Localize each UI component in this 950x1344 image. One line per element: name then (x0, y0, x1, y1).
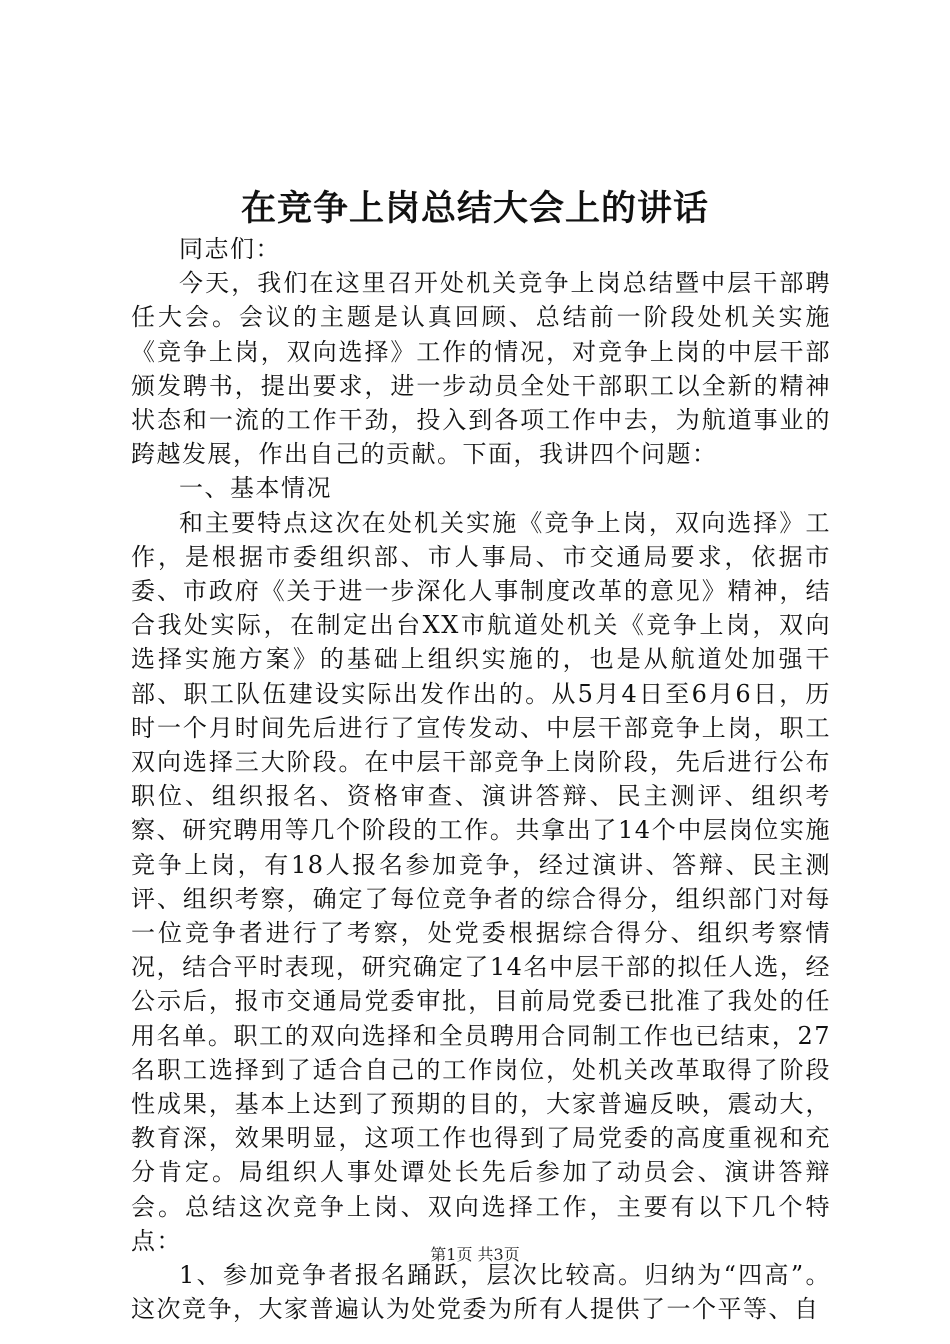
body-paragraph: 1、参加竞争者报名踊跃，层次比较高。归纳为“四高”。这次竞争，大家普遍认为处党委为所有人提供了一个平等、自 (131, 1261, 831, 1324)
page-number-footer: 第1页 共3页 (430, 1245, 520, 1264)
section-heading: 一、基本情况 (179, 474, 332, 503)
document-body (131, 232, 831, 1327)
body-paragraph: 和主要特点这次在处机关实施《竞争上岗，双向选择》工作，是根据市委组织部、市人事局、市交通局要求，依据市委、市政府《关于进一步深化人事制度改革的意见》精神，结合我处实际，在制定出台XX市航道处机关《竞争上岗，双向选择实施方案》的基础上组织实施的，也是从航道处加强干部、职工队伍建设实际出发作出的。从5月4日至6月6日，历时一个月时间先后进行了宣传发动、中层干部竞争上岗，职工双向选择三大阶段。在中层干部竞争上岗阶段，先后进行公布职位、组织报名、资格审查、演讲答辩、民主测评、组织考察、研究聘用等几个阶段的工作。共拿出了14个中层岗位实施竞争上岗，有18人报名参加竞争，经过演讲、答辩、民主测评、组织考察，确定了每位竞争者的综合得分，组织部门对每一位竞争者进行了考察，处党委根据综合得分、组织考察情况，结合平时表现，研究确定了14名中层干部的拟任人选，经公示后，报市交通局党委审批，目前局党委已批准了我处的任用名单。职工的双向选择和全员聘用合同制工作也已结束，27名职工选择到了适合自己的工作岗位，处机关改革取得了阶段性成果，基本上达到了预期的目的，大家普遍反映，震动大，教育深，效果明显，这项工作也得到了局党委的高度重视和充分肯定。局组织人事处谭处长先后参加了动员会、演讲答辩会。总结这次竞争上岗、双向选择工作，主要有以下几个特点： (131, 508, 831, 1255)
document-title: 在竞争上岗总结大会上的讲话 (240, 188, 709, 229)
salutation-paragraph: 同志们： (179, 235, 281, 263)
intro-paragraph: 今天，我们在这里召开处机关竞争上岗总结暨中层干部聘任大会。会议的主题是认真回顾、总结前一阶段处机关实施《竞争上岗，双向选择》工作的情况，对竞争上岗的中层干部颁发聘书，提出要求，进一步动员全处干部职工以全新的精神状态和一流的工作干劲，投入到各项工作中去，为航道事业的跨越发展，作出自己的贡献。下面，我讲四个问题： (131, 269, 831, 469)
